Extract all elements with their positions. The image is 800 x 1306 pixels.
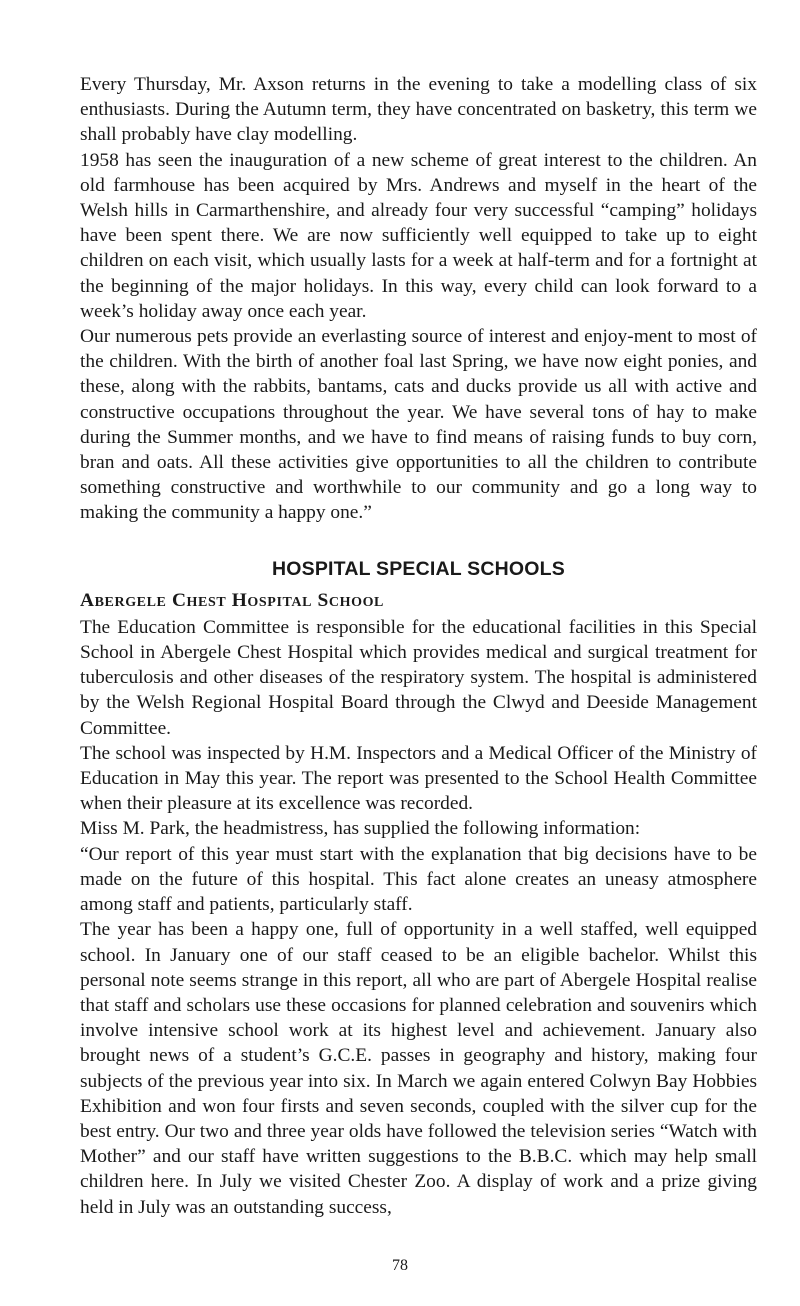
intro-section	[80, 72, 757, 526]
abergele-section	[80, 615, 757, 1220]
section-heading: HOSPITAL SPECIAL SCHOOLS	[271, 557, 565, 580]
paragraph-farmhouse-scheme: 1958 has seen the inauguration of a new scheme of great interest to the children. An old farmhouse has been acquired by Mrs. Andrews and myself in the heart of the Welsh hills in Carmarthenshire, and already four very successful “camping” holidays have been spent there. We are now sufficiently well equipped to take up to eight children on each visit, which usually lasts for a week at half-term and for a fortnight at the beginning of the major holidays. In this way, every child can look forward to a week’s holiday away once each year.	[80, 149, 757, 322]
paragraph-education-committee: The Education Committee is responsible for the educational facilities in this Special School in Abergele Chest Hospital which provides medical and surgical treatment for tuberculosis and other diseases of the respiratory system. The hospital is administered by the Welsh Regional Hospital Board through the Clwyd and Deeside Management Committee.	[80, 616, 757, 739]
paragraph-inspection: The school was inspected by H.M. Inspectors and a Medical Officer of the Ministry of Education in May this year. The report was presented to the School Health Committee when their pleasure at its excellence was recorded.	[80, 742, 757, 815]
paragraph-happy-year: The year has been a happy one, full of opportunity in a well staffed, well equipped school. In January one of our staff ceased to be an eligible bachelor. Whilst this personal note seems strange in this report, all who are part of Abergele Hospital realise that staff and scholars use these occasions for planned celebration and souvenirs which involve intensive school work at its highest level and achievement. January also brought news of a student’s G.C.E. passes in geography and history, making four subjects of the previous year into six. In March we again entered Colwyn Bay Hobbies Exhibition and won four firsts and seven seconds, coupled with the silver cup for the best entry. Our two and three year olds have followed the television series “Watch with Mother” and our staff have written suggestions to the B.B.C. which may help small children here. In July we visited Chester Zoo. A display of work and a prize giving held in July was an outstanding success,	[80, 919, 757, 1218]
paragraph-headmistress: Miss M. Park, the headmistress, has supplied the following information:	[80, 818, 641, 840]
paragraph-modelling-class: Every Thursday, Mr. Axson returns in the evening to take a modelling class of six enthusiasts. During the Autumn term, they have concentrated on basketry, this term we shall probably have clay modelling.	[80, 74, 757, 146]
paragraph-report-quote: “Our report of this year must start with the explanation that big decisions have to be made on the future of this hospital. This fact alone creates an uneasy atmosphere among staff and patients, particularly staff.	[80, 843, 757, 916]
page-number: 78	[392, 1257, 408, 1274]
subsection-heading: Abergele Chest Hospital School	[80, 589, 384, 611]
paragraph-pets: Our numerous pets provide an everlasting source of interest and enjoy-ment to most of the children. With the birth of another foal last Spring, we have now eight ponies, and these, along with the rabbits, bantams, cats and ducks provide us all with active and constructive occupations throughout the year. We have several tons of hay to make during the Summer months, and we have to find means of raising funds to buy corn, bran and oats. All these activities give opportunities to all the children to contribute something constructive and worthwhile to our community and go a long way to making the community a happy one.”	[80, 326, 757, 524]
